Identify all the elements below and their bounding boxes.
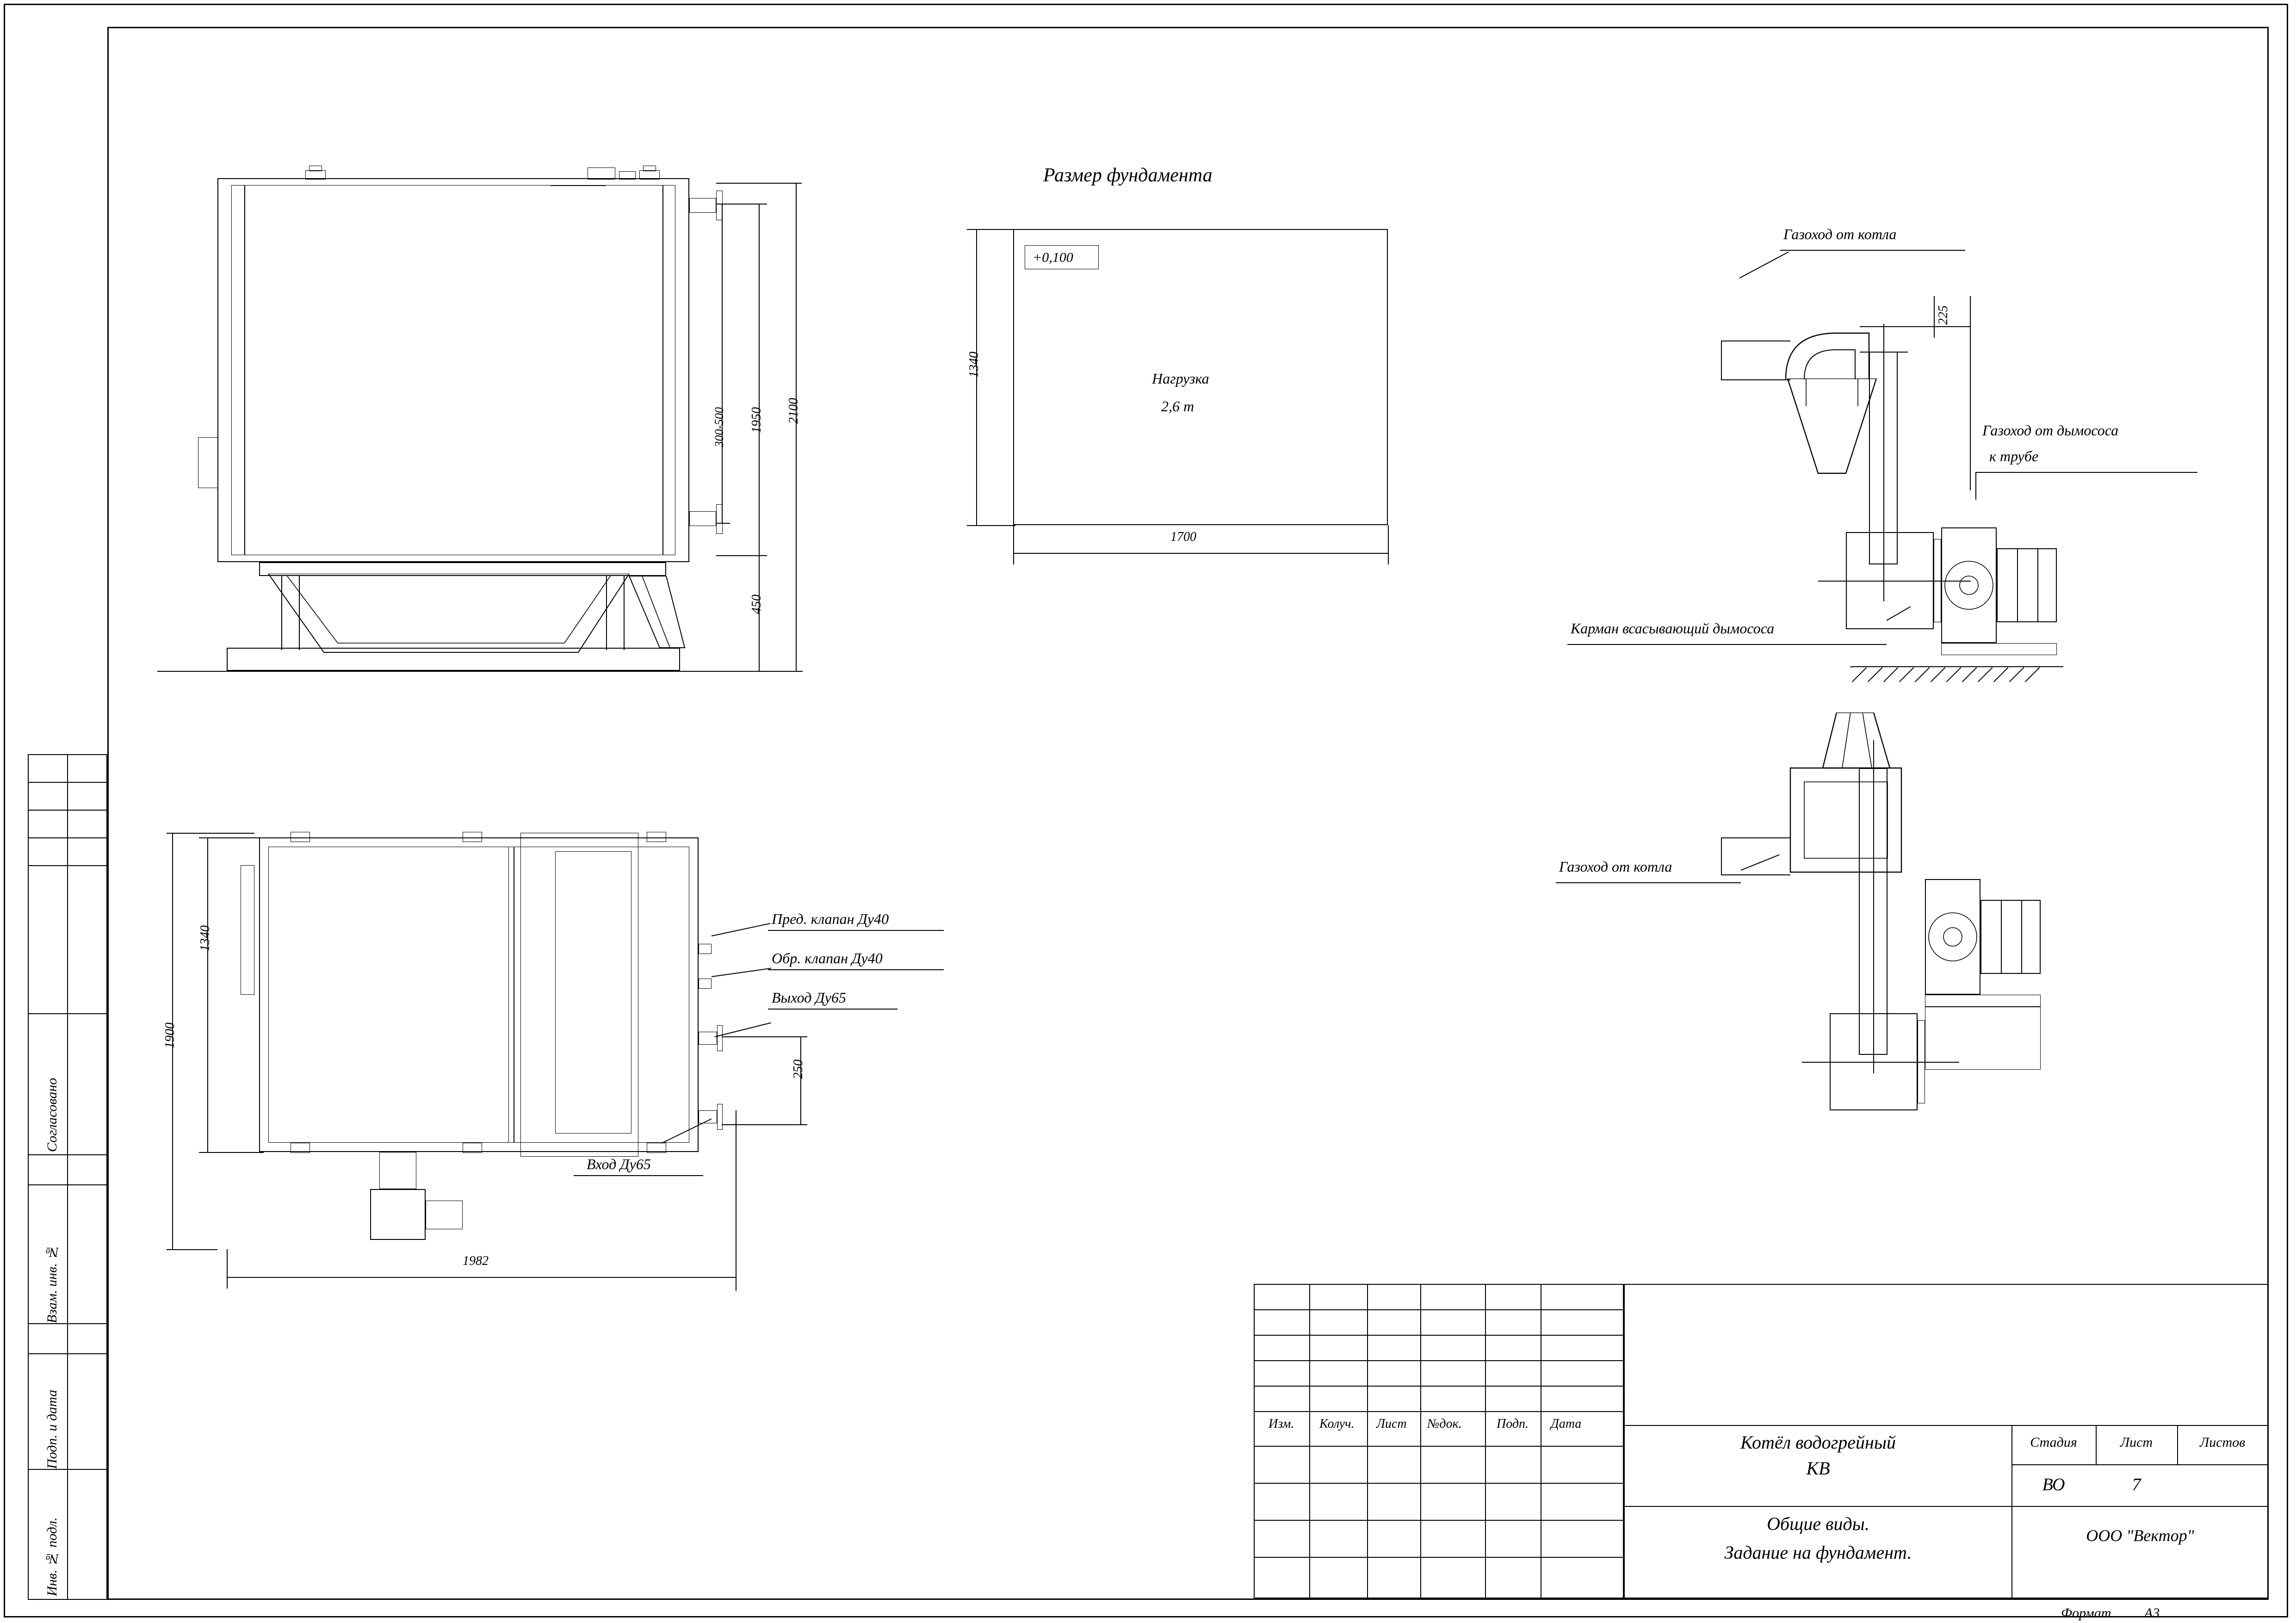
foundation-dim-w-line <box>1013 553 1388 554</box>
boiler-body-line <box>244 185 245 555</box>
plan-dim-1340-text: 1340 <box>198 925 212 951</box>
top-fitting-right <box>639 170 660 180</box>
rev-header-kol: Колуч. <box>1319 1417 1355 1431</box>
flue-label-underline-2 <box>1975 472 2197 473</box>
boiler-body-inner <box>231 185 675 555</box>
side-label-vzam-inv: Взам. инв. № <box>44 1244 60 1323</box>
plan-corner-tab <box>291 832 310 842</box>
flue2-stub-top <box>1721 837 1790 838</box>
plan-corner-tab <box>647 1143 666 1153</box>
plan-burner-neck <box>379 1152 416 1189</box>
left-stamp-grid-row <box>28 1013 107 1014</box>
plan-corner-tab <box>463 1143 482 1153</box>
flue-leader-2 <box>1975 472 1976 500</box>
plan-dim-1982-line <box>227 1277 736 1278</box>
ground-line <box>157 671 768 672</box>
fan-motor <box>1997 548 2057 622</box>
top-fitting-right-cap <box>643 166 656 171</box>
flue-label-suction-pocket: Карман всасывающий дымососа <box>1571 620 1775 637</box>
left-stamp-grid-row <box>28 1469 107 1470</box>
leader-inlet-underline <box>574 1175 703 1176</box>
plan-dim-1340-line <box>207 837 208 1152</box>
side-label-soglasovano: Согласовано <box>44 1078 60 1152</box>
flue-label-underline-4 <box>1556 882 1741 883</box>
left-stamp-grid-row <box>28 810 107 811</box>
fan-motor-line <box>2017 548 2018 622</box>
callout-check-valve: Обр. клапан Ду40 <box>772 950 883 966</box>
foundation-height-text: 1340 <box>967 352 981 378</box>
fan-base <box>1941 643 2057 655</box>
left-stamp-grid-row <box>28 865 107 866</box>
flue-label-from-boiler-bottom: Газоход от котла <box>1559 858 1672 875</box>
dim-450-text: 450 <box>749 595 764 614</box>
plan-dim-250-line <box>800 1036 801 1124</box>
plan-dim-ext-2700 <box>167 1249 217 1250</box>
plan-left-strip <box>241 865 254 995</box>
stage-value: ВО <box>2042 1475 2065 1495</box>
plan-corner-tab <box>647 832 666 842</box>
plan-dim-250-text: 250 <box>791 1059 805 1079</box>
callout-outlet: Выход Ду65 <box>772 989 846 1006</box>
plan-right-body-inner <box>555 851 631 1134</box>
dim-ext-1130 <box>716 523 730 524</box>
plan-dim-250-ext-top <box>722 1036 807 1037</box>
object-name-line2: КВ <box>1806 1458 1830 1479</box>
callout-safety-valve: Пред. клапан Ду40 <box>772 911 889 927</box>
dim-225-vline <box>1934 296 1935 338</box>
leader-safety-underline <box>768 930 944 931</box>
rev-header-list: Лист <box>1376 1417 1407 1431</box>
flue-stub-left <box>1721 341 1722 379</box>
plan-corner-tab <box>291 1143 310 1153</box>
rev-col <box>1367 1284 1368 1598</box>
plan-nozzle-inlet <box>699 1110 717 1123</box>
plan-dim-ext-top <box>167 833 254 834</box>
leader-check-underline <box>768 969 944 970</box>
duct-flange <box>1934 539 1941 622</box>
fan-motor-2-line-2 <box>2021 900 2022 974</box>
plan-nozzle-outlet-flange <box>717 1025 723 1051</box>
callout-inlet: Вход Ду65 <box>587 1156 651 1172</box>
fan-scroll-2 <box>1927 881 1980 992</box>
plan-nozzle-inlet-flange <box>717 1104 723 1130</box>
dim-300-500-text: 300-500 <box>712 407 726 447</box>
flue2-stub-bot <box>1721 874 1790 875</box>
sheet-header: Лист <box>2120 1434 2153 1450</box>
stage-header: Стадия <box>2030 1434 2077 1450</box>
flue-label-exhauster-1: Газоход от дымососа <box>1982 422 2119 439</box>
plan-dim-1982-text: 1982 <box>463 1254 489 1268</box>
left-stamp-grid-row <box>28 1323 107 1324</box>
main-block-div-1 <box>1624 1425 2269 1426</box>
format-value: А3 <box>2144 1605 2160 1621</box>
plan-left-body <box>268 847 509 1143</box>
flue-label-underline-1 <box>1780 250 1965 251</box>
plan-nozzle-check <box>699 979 712 989</box>
hopper-shape <box>259 574 638 657</box>
dim-225-vline2 <box>1970 296 1971 490</box>
right-chute <box>615 576 699 657</box>
fan-motor-2 <box>1980 900 2041 974</box>
plan-nozzle-safety <box>699 944 712 954</box>
left-stamp-grid-row <box>28 782 107 783</box>
sheets-value <box>2177 1469 2268 1501</box>
top-ridge-line <box>551 185 606 186</box>
dim-225-text: 225 <box>1936 305 1950 325</box>
fan-motor-line-2 <box>2037 548 2038 622</box>
ground-hatching <box>1850 667 2063 683</box>
foundation-load-line2: 2,6 т <box>1161 398 1194 415</box>
fan-support-2 <box>1925 1007 2041 1070</box>
plan-nozzle-outlet <box>699 1032 717 1045</box>
object-name-line1: Котёл водогрейный <box>1740 1432 1896 1453</box>
top-fitting-mid <box>588 167 615 180</box>
side-label-podp-data: Подп. и дата <box>44 1389 60 1469</box>
top-fitting-mid-2 <box>619 171 636 180</box>
fan-base-2 <box>1925 995 2041 1007</box>
right-inlet-neck <box>689 511 716 526</box>
sheet-value: 7 <box>2132 1475 2141 1495</box>
sheet-name-line1: Общие виды. <box>1767 1513 1869 1534</box>
plan-corner-tab <box>463 832 482 842</box>
rev-header-izm: Изм. <box>1269 1417 1294 1431</box>
rev-col <box>1309 1284 1310 1598</box>
plan-dim-1982-ext-l <box>227 1249 228 1288</box>
company-name: ООО "Вектор" <box>2086 1526 2194 1545</box>
left-stamp-grid-row <box>28 837 107 838</box>
flue2-stub-left <box>1721 837 1722 874</box>
plan-burner-motor <box>426 1201 463 1229</box>
boiler-body-line-right <box>662 185 663 555</box>
duct-2-flange <box>1918 1020 1925 1103</box>
dim-ext-bottom <box>680 671 803 672</box>
flue-label-exhauster-2: к трубе <box>1989 448 2039 465</box>
duct-top-cap <box>1860 352 1908 353</box>
foundation-dim-h-ext-bot <box>967 525 1015 526</box>
foundation-dim-h-ext-top <box>967 229 1015 230</box>
left-stamp-grid-row <box>28 1184 107 1185</box>
rev-header-podp: Подп. <box>1497 1417 1529 1431</box>
top-fitting-left <box>305 170 326 180</box>
foundation-mark-text: +0,100 <box>1033 250 1073 265</box>
left-stamp-grid-row <box>28 1154 107 1155</box>
plan-burner-body <box>370 1189 426 1240</box>
top-fitting-left-cap <box>309 166 322 171</box>
flue-label-underline-3 <box>1567 644 1887 645</box>
dim-2100-text: 2100 <box>786 398 801 424</box>
rev-header-doc: №док. <box>1427 1417 1462 1431</box>
foundation-width-text: 1700 <box>1170 530 1196 544</box>
dim-300-500-line <box>722 204 723 523</box>
foundation-title: Размер фундамента <box>1043 165 1213 186</box>
plan-dim-ext-1810 <box>199 837 259 838</box>
fan-motor-2-line <box>2001 900 2002 974</box>
flue-label-from-boiler-top: Газоход от котла <box>1783 226 1897 242</box>
foundation-load-line1: Нагрузка <box>1152 370 1209 387</box>
rev-col <box>1420 1284 1421 1598</box>
dim-225-line <box>1860 326 1971 327</box>
left-stamp-grid-divider <box>67 754 68 1600</box>
dim-1950-text: 1950 <box>749 407 764 433</box>
dim-2100-line <box>796 183 797 671</box>
format-label: Формат <box>2061 1605 2111 1621</box>
sheet-name-line2: Задание на фундамент. <box>1724 1542 1912 1563</box>
sheets-header: Листов <box>2199 1434 2246 1450</box>
main-block-div-3 <box>2011 1464 2269 1465</box>
leader-outlet-underline <box>768 1009 897 1010</box>
foundation-dim-w-ext-r <box>1388 525 1389 564</box>
right-outlet-neck <box>689 198 716 213</box>
plan-dim-250-ext-bot <box>722 1124 807 1125</box>
rev-header-data: Дата <box>1551 1417 1582 1431</box>
plan-dim-ext-2490 <box>199 1152 264 1153</box>
plan-dim-1900-text: 1900 <box>163 1022 177 1048</box>
dim-ext-top <box>716 183 802 184</box>
fan-scroll <box>1943 530 1996 641</box>
side-label-inv-podl: Инв. № подл. <box>44 1517 60 1596</box>
main-block-div-2 <box>1624 1506 2269 1507</box>
dim-ext-1200 <box>716 555 767 556</box>
flue2-transition <box>1786 712 1929 884</box>
left-stamp-grid-row <box>28 1353 107 1354</box>
foundation-dim-w-ext-l <box>1013 525 1014 564</box>
rev-col <box>1485 1284 1486 1598</box>
left-side-box <box>198 437 218 488</box>
